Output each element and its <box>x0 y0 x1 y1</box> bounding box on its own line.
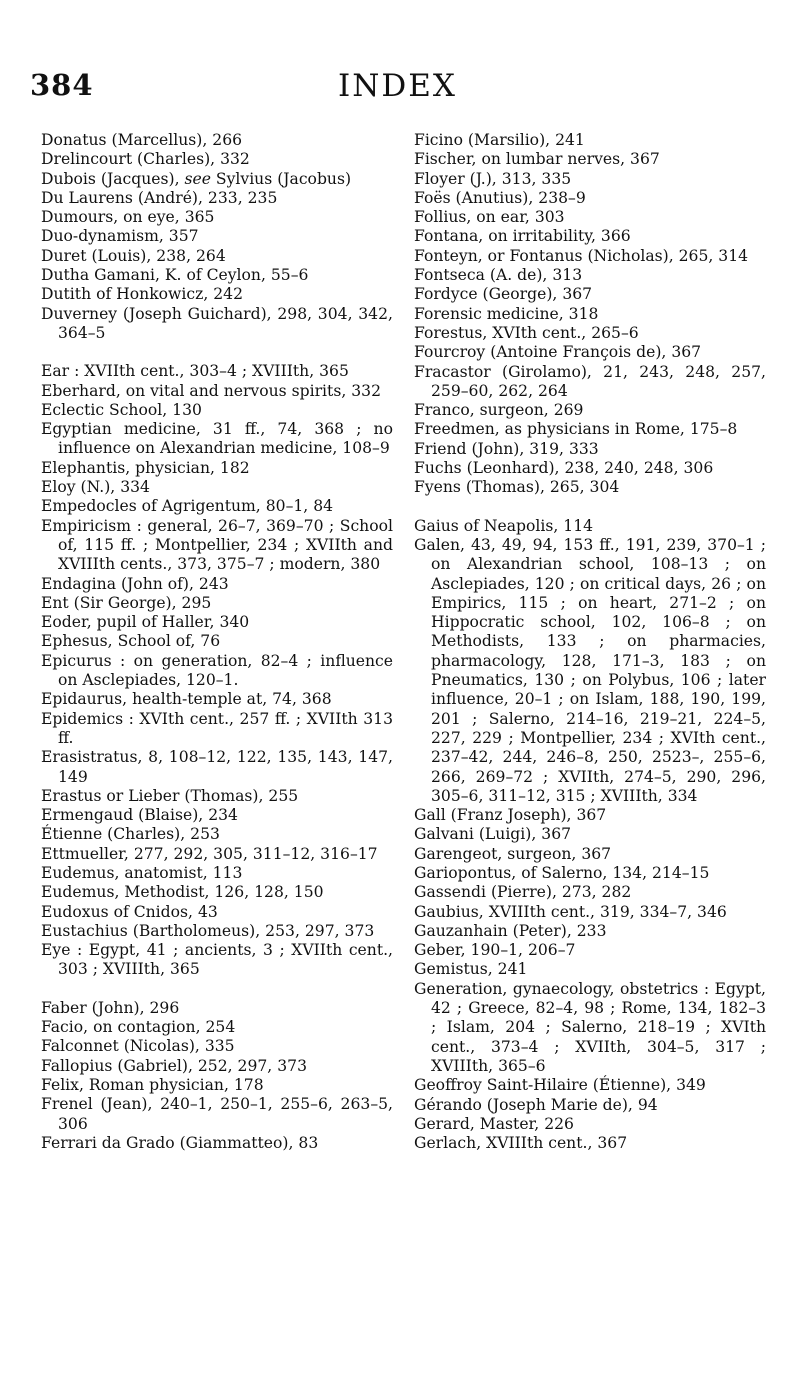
index-entry: Ferrari da Grado (Giammatteo), 83 <box>41 1133 319 1152</box>
index-entry: Dumours, on eye, 365 <box>41 208 215 227</box>
index-entry: Gauzanhain (Peter), 233 <box>414 921 607 940</box>
index-entry: Eclectic School, 130 <box>41 400 202 419</box>
index-entry: Franco, surgeon, 269 <box>414 401 584 420</box>
index-entry: Fonteyn, or Fontanus (Nicholas), 265, 314 <box>414 246 749 265</box>
index-column-left <box>41 131 393 1153</box>
index-column-right <box>414 131 766 1153</box>
index-entry: Friend (John), 319, 333 <box>414 439 599 458</box>
index-entry: Du Laurens (André), 233, 235 <box>41 188 278 207</box>
index-entry: Gariopontus, of Salerno, 134, 214–15 <box>414 863 710 882</box>
index-entry: Fontana, on irritability, 366 <box>414 227 631 246</box>
index-entry: Ear : XVIIth cent., 303–4 ; XVIIIth, 365 <box>41 362 349 381</box>
index-entry: Gaius of Neapolis, 114 <box>414 516 594 535</box>
index-entry: Geoffroy Saint-Hilaire (Étienne), 349 <box>414 1076 706 1095</box>
index-entry: Freedmen, as physicians in Rome, 175–8 <box>414 420 738 439</box>
index-entry: Eloy (N.), 334 <box>41 478 150 497</box>
index-entry: Gérando (Joseph Marie de), 94 <box>414 1095 658 1114</box>
index-entry: Fracastor (Girolamo), 21, 243, 248, 257, 259–60, 262, 264 <box>414 362 766 400</box>
index-entry: Ermengaud (Blaise), 234 <box>41 806 238 825</box>
index-entry: Egyptian medicine, 31 ff., 74, 368 ; no influence on Alexandrian medicine, 108–9 <box>41 420 393 458</box>
index-entry: Eye : Egypt, 41 ; ancients, 3 ; XVIIth cent., 303 ; XVIIIth, 365 <box>41 941 393 979</box>
index-entry: Epicurus : on generation, 82–4 ; influence on Asclepiades, 120–1. <box>41 651 393 690</box>
index-entry: Fourcroy (Antoine François de), 367 <box>414 343 702 362</box>
index-entry: Forensic medicine, 318 <box>414 304 599 323</box>
index-entry: Gassendi (Pierre), 273, 282 <box>414 883 632 902</box>
index-entry: Donatus (Marcellus), 266 <box>41 131 243 149</box>
index-entry: Dutith of Honkowicz, 242 <box>41 285 244 304</box>
index-entry: Ettmueller, 277, 292, 305, 311–12, 316–17 <box>41 844 378 863</box>
index-entry: Epidaurus, health-temple at, 74, 368 <box>41 690 332 709</box>
index-entry: Fallopius (Gabriel), 252, 297, 373 <box>41 1056 307 1075</box>
index-entry: Fyens (Thomas), 265, 304 <box>414 478 620 497</box>
index-entry: Duo-dynamism, 357 <box>41 227 199 246</box>
index-entry: Ficino (Marsilio), 241 <box>414 131 585 149</box>
index-entry: Facio, on contagion, 254 <box>41 1018 236 1037</box>
index-entry: Ephesus, School of, 76 <box>41 632 221 651</box>
index-entry: Eoder, pupil of Haller, 340 <box>41 613 250 632</box>
index-entry: Erastus or Lieber (Thomas), 255 <box>41 786 299 805</box>
index-entry: Étienne (Charles), 253 <box>41 825 220 844</box>
index-entry: Gaubius, XVIIIth cent., 319, 334–7, 346 <box>414 902 727 921</box>
index-entry: Gerard, Master, 226 <box>414 1114 574 1133</box>
index-entry: Erasistratus, 8, 108–12, 122, 135, 143, 147, 149 <box>41 748 393 786</box>
page-number: 384 <box>30 68 94 102</box>
index-entry-target: Sylvius (Jacobus) <box>210 169 352 188</box>
index-entry: Follius, on ear, 303 <box>414 208 565 227</box>
index-entry: Ent (Sir George), 295 <box>41 593 212 612</box>
index-entry: Elephantis, physician, 182 <box>41 458 250 477</box>
index-entry: Falconnet (Nicolas), 335 <box>41 1037 235 1056</box>
page-header <box>30 68 765 108</box>
index-entry: Geber, 190–1, 206–7 <box>414 941 576 960</box>
index-entry: Galvani (Luigi), 367 <box>414 825 572 844</box>
index-entry: Empiricism : general, 26–7, 369–70 ; School of, 115 ff. ; Montpellier, 234 ; XVIIth and XVIIIth cents., 373, 375–7 ; modern, 380 <box>41 516 393 574</box>
index-entry: Endagina (John of), 243 <box>41 574 229 593</box>
index-entry: Empedocles of Agrigentum, 80–1, 84 <box>41 497 334 516</box>
index-entry: Epidemics : XVIth cent., 257 ff. ; XVIIth 313 ff. <box>41 709 393 747</box>
index-entry: Dutha Gamani, K. of Ceylon, 55–6 <box>41 266 309 285</box>
index-entry: Foës (Anutius), 238–9 <box>414 188 586 207</box>
index-entry: Forestus, XVIth cent., 265–6 <box>414 323 639 342</box>
index-entry: Floyer (J.), 313, 335 <box>414 169 572 188</box>
index-entry: Gerlach, XVIIIth cent., 367 <box>414 1134 628 1153</box>
index-entry: Fordyce (George), 367 <box>414 285 593 304</box>
index-entry: Felix, Roman physician, 178 <box>41 1075 264 1094</box>
index-entry: Eberhard, on vital and nervous spirits, 332 <box>41 381 381 400</box>
see-reference: see <box>184 169 211 188</box>
index-entry: Fontseca (A. de), 313 <box>414 266 583 285</box>
running-head: INDEX <box>338 68 457 104</box>
index-entry: Eustachius (Bartholomeus), 253, 297, 373 <box>41 921 375 940</box>
index-entry: Gall (Franz Joseph), 367 <box>414 806 607 825</box>
index-entry: Faber (John), 296 <box>41 998 180 1017</box>
index-entry: Fuchs (Leonhard), 238, 240, 248, 306 <box>414 459 714 478</box>
index-entry: Eudemus, anatomist, 113 <box>41 863 243 882</box>
index-entry: Duret (Louis), 238, 264 <box>41 246 226 265</box>
index-entry: Galen, 43, 49, 94, 153 ff., 191, 239, 370–1 ; on Alexandrian school, 108–13 ; on Asclepiades, 120 ; on critical days, 26 ; on Empirics, 115 ; on heart, 271–2 ; on Hippocratic school, 102, 106–8 ; on Methodists, 133 ; on pharmacies, pharmacology, 128, 171–3, 183 ; on Pneumatics, 130 ; on Polybus, 106 ; later influence, 20–1 ; on Islam, 188, 190, 199, 201 ; Salerno, 214–16, 219–21, 224–5, 227, 229 ; Montpellier, 234 ; XVIth cent., 237–42, 244, 246–8, 250, 2523–, 255–6, 266, 269–72 ; XVIIth, 274–5, 290, 296, 305–6, 311–12, 315 ; XVIIIth, 334 <box>414 535 766 805</box>
index-entry: Drelincourt (Charles), 332 <box>41 150 250 169</box>
index-entry-heading: Dubois (Jacques), <box>41 169 185 188</box>
index-entry: Generation, gynaecology, obstetrics : Egypt, 42 ; Greece, 82–4, 98 ; Rome, 134, 182–3 ; Islam, 204 ; Salerno, 218–19 ; XVIth cent., 373–4 ; XVIIth, 304–5, 317 ; XVIIIth, 365–6 <box>414 979 766 1075</box>
index-entry: Duverney (Joseph Guichard), 298, 304, 342, 364–5 <box>41 304 393 342</box>
index-entry: Gemistus, 241 <box>414 960 528 979</box>
index-entry: Eudoxus of Cnidos, 43 <box>41 902 218 921</box>
index-entry: Garengeot, surgeon, 367 <box>414 844 612 863</box>
index-entry: Eudemus, Methodist, 126, 128, 150 <box>41 883 324 902</box>
index-entry <box>41 170 393 189</box>
index-entry: Frenel (Jean), 240–1, 250–1, 255–6, 263–5, 306 <box>41 1095 393 1133</box>
index-entry: Fischer, on lumbar nerves, 367 <box>414 150 660 169</box>
